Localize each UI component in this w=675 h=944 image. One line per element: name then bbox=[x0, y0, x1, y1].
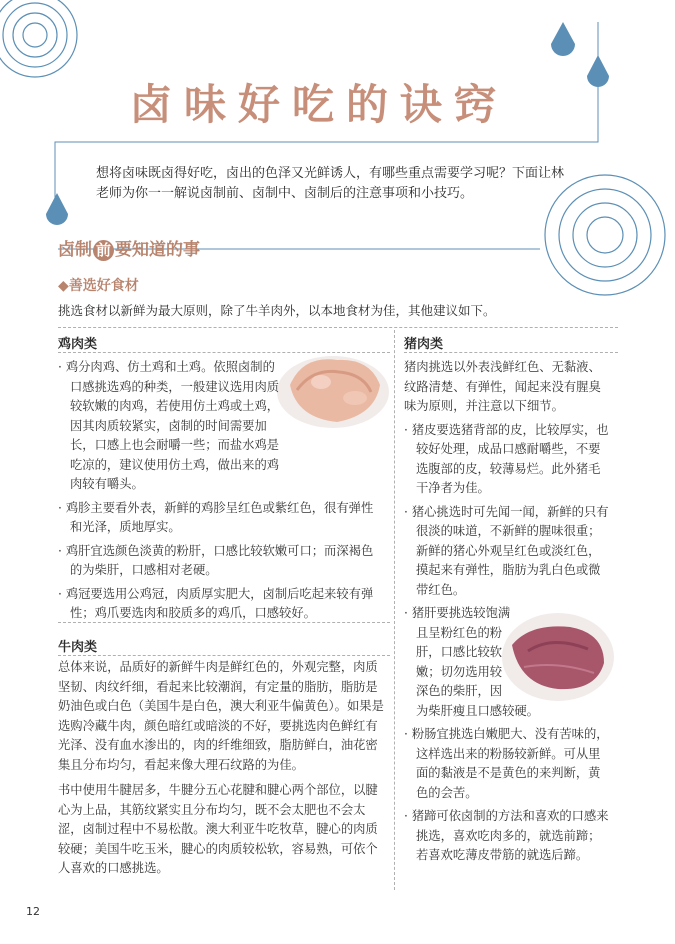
section-heading-circle: 前 bbox=[93, 240, 114, 261]
pork-item: · 猪心挑选时可先闻一闻，新鲜的只有很淡的味道，不新鲜的腥味很重；新鲜的猪心外观呈红色或淡红色，摸起来有弹性，脂肪为乳白色或微带红色。 bbox=[404, 504, 609, 597]
pork-heading-line bbox=[404, 352, 618, 353]
section-heading-pre: 卤制 bbox=[58, 240, 92, 260]
chicken-item: · 鸡分肉鸡、仿土鸡和土鸡。依照卤制的口感挑选鸡的种类，一般建议选用肉质较软嫩的肉鸡，若使用仿土鸡或土鸡，因其肉质较紧实，卤制的时间需要加长，口感上也会耐嚼一些；而盐水鸡是吃凉的，建议使用仿土鸡，做出来的鸡肉较有嚼头。 bbox=[58, 360, 280, 491]
page-title: 卤味好吃的诀窍 bbox=[130, 80, 509, 129]
column-divider bbox=[394, 330, 395, 890]
section-heading bbox=[58, 235, 200, 261]
beef-body bbox=[58, 658, 384, 879]
chicken-item: · 鸡肝宜选颜色淡黄的粉肝，口感比较软嫩可口；而深褐色的为柴肝，口感相对老硬。 bbox=[58, 543, 374, 577]
pork-item: · 猪蹄可依卤制的方法和喜欢的口感来挑选，喜欢吃肉多的，就选前蹄；若喜欢吃薄皮带筋的就选后蹄。 bbox=[404, 809, 609, 862]
water-drop-1 bbox=[551, 22, 575, 56]
chicken-list bbox=[58, 358, 384, 628]
pork-item: · 猪皮要选猪背部的皮，比较厚实，也较好处理，成品口感耐嚼些，不要选腹部的皮，较薄易烂。此外猪毛干净者为佳。 bbox=[404, 422, 609, 495]
liver-image-space bbox=[514, 604, 616, 692]
pork-item-liver-text: · 猪肝要挑选较饱满且呈粉红色的粉肝，口感比较软嫩；切勿选用较深色的柴肝，因为柴肝瘦且口感较硬。 bbox=[404, 606, 539, 718]
section-heading-post: 要知道的事 bbox=[115, 240, 200, 260]
chicken-heading: 鸡肉类 bbox=[58, 337, 98, 352]
beef-paragraph-2: 书中使用牛腱居多，牛腱分五心花腱和腱心两个部位，以腱心为上品，其筋纹紧实且分布均匀，既不会太肥也不会太涩，卤制过程中不易松散。澳大利亚牛吃牧草，腱心的肉质较硬；美国牛吃玉米，腱心的肉质较松软，容易熟，可依个人喜欢的口感挑选。 bbox=[58, 783, 378, 875]
page-number: 12 bbox=[26, 905, 40, 918]
intro-paragraph: 想将卤味既卤得好吃，卤出的色泽又光鲜诱人，有哪些重点需要学习呢？下面让林老师为你一一解说卤制前、卤制中、卤制后的注意事项和小技巧。 bbox=[96, 166, 565, 201]
beef-heading: 牛肉类 bbox=[58, 640, 98, 655]
pork-heading: 猪肉类 bbox=[404, 337, 444, 352]
divider-top bbox=[58, 327, 618, 328]
pork-item bbox=[404, 604, 612, 721]
beef-paragraph-1: 总体来说，品质好的新鲜牛肉是鲜红色的，外观完整，肉质坚韧、肉纹纤细，看起来比较潮润，有定量的脂肪，脂肪是奶油色或白色（美国牛是白色，澳大利亚牛偏黄色）。如果是选购冷藏牛肉，颜色暗红或暗淡的不好，要挑选肉色鲜红有光泽、没有血水渗出的，肉的纤维细致，脂肪鲜白，油花密集且分布均匀，看起来像大理石纹路的为佳。 bbox=[58, 660, 384, 772]
subsection-heading: ◆善选好食材 bbox=[58, 278, 139, 294]
lead-paragraph: 挑选食材以新鲜为最大原则，除了牛羊肉外，以本地食材为佳，其他建议如下。 bbox=[58, 303, 496, 318]
chicken-item: · 鸡冠要选用公鸡冠，肉质厚实肥大，卤制后吃起来较有弹性；鸡爪要选肉和胶质多的鸡爪，口感较好。 bbox=[58, 586, 374, 620]
pork-item: · 粉肠宜挑选白嫩肥大、没有苦味的，这样选出来的粉肠较新鲜。可从里面的黏液是不是黄色的来判断，黄色的会苦。 bbox=[404, 727, 609, 800]
beef-heading-line bbox=[58, 655, 390, 656]
pork-body bbox=[404, 358, 612, 870]
chicken-item: · 鸡胗主要看外表，新鲜的鸡胗呈红色或紫红色，很有弹性和光泽，质地厚实。 bbox=[58, 500, 374, 534]
concentric-circles-top-left bbox=[0, 0, 77, 77]
water-drop-3 bbox=[46, 193, 68, 225]
pork-paragraph: 猪肉挑选以外表浅鲜红色、无黏液、纹路清楚、有弹性，闻起来没有腥臭味为原则，并注意以下细节。 bbox=[404, 360, 601, 413]
